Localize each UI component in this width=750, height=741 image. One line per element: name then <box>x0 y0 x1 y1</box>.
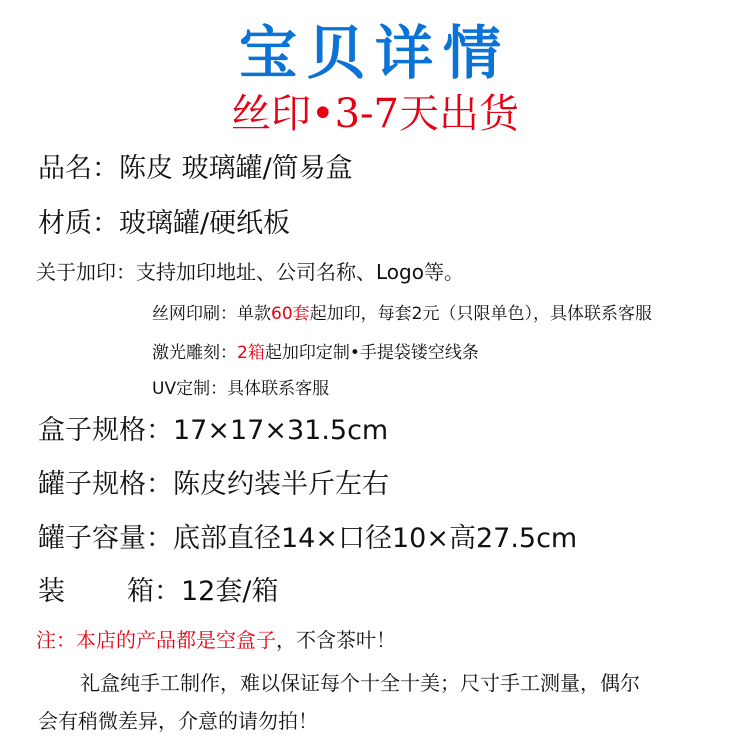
spec-label: 材质： <box>38 208 119 239</box>
notice-warning: 注：本店的产品都是空盒子 <box>36 628 276 652</box>
spec-row-box <box>38 408 388 447</box>
spec-label: 盒子规格： <box>38 415 173 446</box>
spec-value: 17×17×31.5cm <box>173 415 389 446</box>
spec-row-name <box>38 146 353 185</box>
spec-label: 罐子规格： <box>38 469 173 500</box>
option-text: UV定制：具体联系客服 <box>152 379 330 399</box>
notice-headline <box>36 624 396 653</box>
notice-line-1 <box>80 667 640 696</box>
notice-text: 礼盒纯手工制作，难以保证每个十全十美；尺寸手工测量，偶尔 <box>80 671 640 695</box>
spec-row-jar <box>38 462 389 501</box>
option-text: 丝网印刷：单款 <box>152 304 271 324</box>
notice-warning-tail: ，不含茶叶！ <box>276 628 396 652</box>
option-text: 起加印定制•手提袋镂空线条 <box>264 343 479 363</box>
page-subtitle <box>0 82 750 139</box>
spec-value: 支持加印地址、公司名称、Logo等。 <box>136 260 464 284</box>
spec-label: 装 <box>38 576 65 607</box>
spec-label: 关于加印： <box>36 260 136 284</box>
spec-label: 品名： <box>38 153 119 184</box>
spec-row-packing <box>38 569 278 608</box>
spec-value: 玻璃罐/硬纸板 <box>119 208 291 239</box>
print-option-laser <box>152 338 479 363</box>
print-option-uv <box>152 374 329 399</box>
spec-label: 箱： <box>127 576 181 607</box>
page-title-text: 宝贝详情 <box>238 19 511 87</box>
spec-row-capacity <box>38 516 577 555</box>
option-text: 激光雕刻： <box>152 343 237 363</box>
spec-value: 12套/箱 <box>181 576 279 607</box>
print-option-silk <box>152 299 652 324</box>
page-title <box>0 6 750 90</box>
option-text: 起加印，每套2元（只限单色），具体联系客服 <box>309 304 652 324</box>
spec-value: 陈皮约装半斤左右 <box>173 469 389 500</box>
notice-line-2 <box>38 705 318 734</box>
spec-row-print <box>36 256 464 285</box>
spec-value: 底部直径14×口径10×高27.5cm <box>173 523 578 554</box>
page-subtitle-text: 丝印•3-7天出货 <box>230 91 519 137</box>
spec-value: 陈皮 玻璃罐/简易盒 <box>119 153 353 184</box>
spec-row-material <box>38 201 290 240</box>
option-quantity: 2箱 <box>237 343 265 363</box>
option-quantity: 60套 <box>271 304 310 324</box>
spec-label: 罐子容量： <box>38 523 173 554</box>
notice-text: 会有稍微差异，介意的请勿拍！ <box>38 709 318 733</box>
